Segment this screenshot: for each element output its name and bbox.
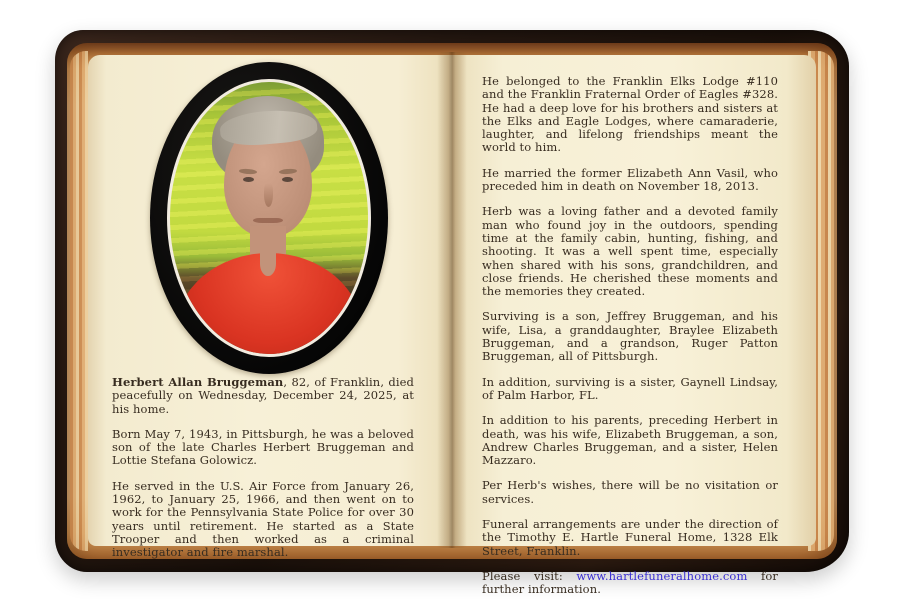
obituary-paragraph: He married the former Elizabeth Ann Vasil, who preceded him in death on November 18, 2013. bbox=[482, 165, 778, 194]
obituary-paragraph: He belonged to the Franklin Elks Lodge #110 and the Franklin Fraternal Order of Eagles #328. He had a deep love for his brothers and sisters at the Elks and Eagle Lodges, where camaraderie, laughter, and lifelong friendships meant the world to him. bbox=[482, 74, 778, 155]
left-page-text bbox=[112, 376, 414, 572]
fore-edge-left bbox=[70, 51, 88, 551]
obituary-paragraph: Surviving is a son, Jeffrey Bruggeman, and his wife, Lisa, a granddaughter, Braylee Elizabeth Bruggeman, and a grandson, Ruger Patton Bruggeman, all of Pittsburgh. bbox=[482, 309, 778, 364]
portrait-nose bbox=[264, 183, 273, 207]
obituary-paragraph: Herb was a loving father and a devoted family man who found joy in the outdoors, spending time at the family cabin, hunting, fishing, and shooting. It was a well spent time, especially when shared with his sons, grandchildren, and close friends. He cherished these moments and the memories they created. bbox=[482, 204, 778, 299]
obituary-intro-paragraph bbox=[112, 376, 414, 416]
right-page-text bbox=[482, 75, 778, 599]
deceased-name: Herbert Allan Bruggeman bbox=[112, 375, 284, 389]
portrait-eye bbox=[282, 177, 293, 182]
obituary-paragraph: Funeral arrangements are under the direction of the Timothy E. Hartle Funeral Home, 1328 Elk Street, Franklin. bbox=[482, 517, 778, 558]
obituary-paragraph: Per Herb's wishes, there will be no visitation or services. bbox=[482, 478, 778, 506]
visit-paragraph bbox=[482, 570, 778, 597]
funeral-home-link[interactable]: www.hartlefuneralhome.com bbox=[576, 568, 748, 583]
portrait-photo-frame bbox=[150, 62, 388, 374]
intro-text: , 82, of Franklin, died peacefully on Wednesday, December 24, 2025, at his home. bbox=[112, 375, 414, 416]
portrait-mouth bbox=[253, 218, 283, 223]
visit-suffix: for further information. bbox=[482, 568, 779, 597]
obituary-paragraph: In addition to his parents, preceding Herbert in death, was his wife, Elizabeth Bruggeman, a son, Andrew Charles Bruggeman, and a sister, Helen Mazzaro. bbox=[482, 413, 778, 468]
obituary-paragraph: In addition, surviving is a sister, Gaynell Lindsay, of Palm Harbor, FL. bbox=[482, 374, 778, 402]
obituary-paragraph: Born May 7, 1943, in Pittsburgh, he was a beloved son of the late Charles Herbert Bruggeman and Lottie Stefana Golowicz. bbox=[112, 426, 414, 468]
obituary-paragraph: He served in the U.S. Air Force from January 26, 1962, to January 25, 1966, and then went on to work for the Pennsylvania State Police for over 30 years until retirement. He started as a State Trooper and then worked as a criminal investigator and fire marshal. bbox=[112, 478, 414, 560]
visit-prefix: Please visit: bbox=[482, 568, 577, 583]
portrait-photo bbox=[167, 79, 371, 357]
